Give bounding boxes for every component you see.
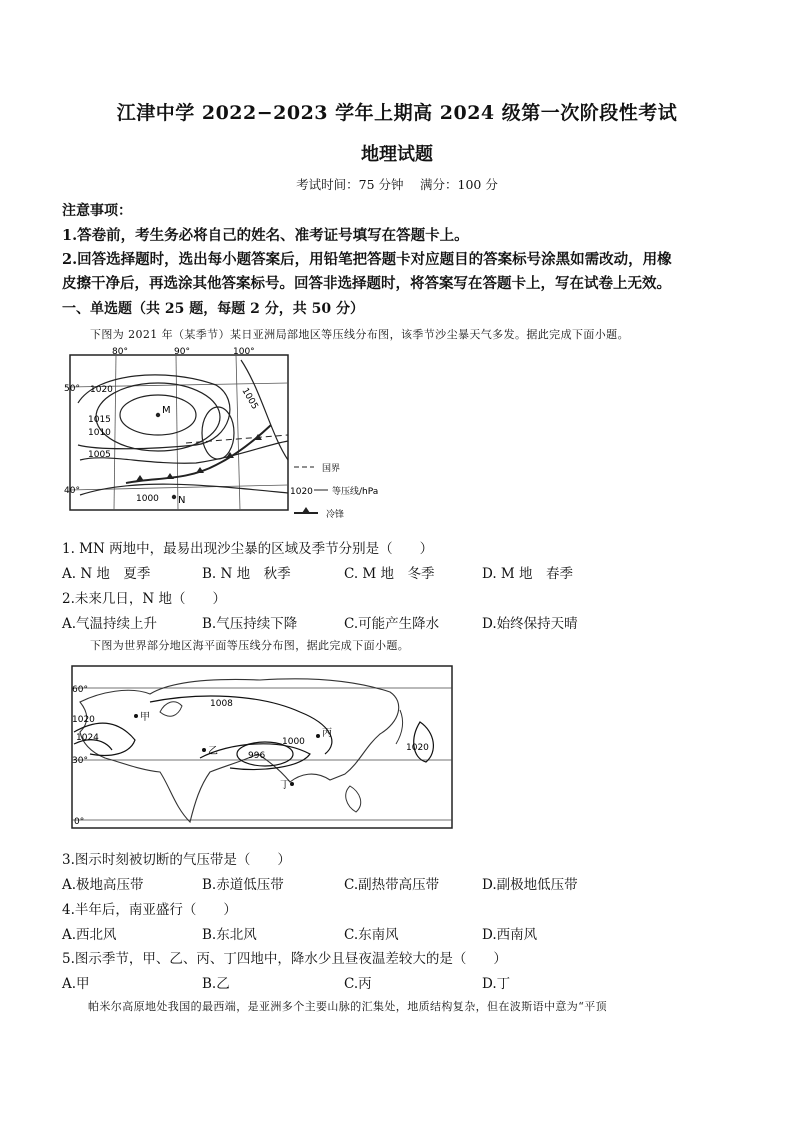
lon-label: 90° (174, 347, 190, 357)
legend-isobar-value: 1020 (290, 487, 313, 497)
question-2-stem: 2.未来几日，N 地（ ） (62, 591, 226, 607)
legend-front-label: 冷锋 (326, 510, 345, 520)
isobar-label: 1005 (88, 450, 111, 460)
isobar-label: 1020 (406, 743, 429, 753)
lat-label: 40° (64, 486, 80, 496)
isobar-label: 1020 (72, 715, 95, 725)
option-a[interactable]: A.极地高压带 (62, 877, 144, 893)
option-c[interactable]: C.副热带高压带 (344, 877, 440, 893)
question-4-stem: 4.半年后，南亚盛行（ ） (62, 902, 237, 918)
option-c[interactable]: C.丙 (344, 976, 372, 992)
lon-label: 80° (112, 347, 128, 357)
lat-label: 50° (64, 384, 80, 394)
isobar-label: 1000 (282, 737, 305, 747)
lat-label: 60° (72, 685, 88, 695)
option-d[interactable]: D.西南风 (482, 927, 538, 943)
legend-isobar-label: 等压线/hPa (332, 487, 379, 497)
notice-item-1: 1.答卷前，考生务必将自己的姓名、准考证号填写在答题卡上。 (62, 227, 469, 244)
option-b[interactable]: B.乙 (202, 976, 230, 992)
isobar-label: 1010 (88, 428, 111, 438)
isobar-label: 1024 (76, 733, 99, 743)
option-d[interactable]: D.副极地低压带 (482, 877, 578, 893)
question-3-stem: 3.图示时刻被切断的气压带是（ ） (62, 852, 291, 868)
option-a[interactable]: A.西北风 (62, 927, 117, 943)
isobar-label: 1000 (136, 494, 159, 504)
option-b[interactable]: B. N 地 秋季 (202, 566, 291, 582)
option-b[interactable]: B.赤道低压带 (202, 877, 284, 893)
point-n: N (178, 495, 186, 506)
exam-title: 江津中学 2022−2023 学年上期高 2024 级第一次阶段性考试 (116, 102, 678, 124)
question-5-stem: 5.图示季节，甲、乙、丙、丁四地中，降水少且昼夜温差较大的是（ ） (62, 951, 507, 967)
notice-item-2b: 皮擦干净后，再选涂其他答案标号。回答非选择题时，将答案写在答题卡上，写在试卷上无效。 (62, 275, 671, 292)
option-c[interactable]: C.东南风 (344, 927, 399, 943)
point-yi: 乙 (208, 746, 218, 757)
point-ding: 丁 (280, 780, 290, 791)
isobar-map-asia (66, 345, 396, 525)
option-b[interactable]: B.东北风 (202, 927, 257, 943)
lat-label: 0° (74, 817, 85, 827)
isobar-map-world (60, 662, 460, 838)
isobar-label: 1020 (90, 385, 113, 395)
intro-text-2: 下图为世界部分地区海平面等压线分布图，据此完成下面小题。 (90, 639, 410, 652)
notice-heading: 注意事项： (62, 203, 132, 219)
exam-meta: 考试时间：75 分钟 满分：100 分 (296, 177, 498, 192)
option-a[interactable]: A.甲 (62, 976, 90, 992)
lon-label: 100° (233, 347, 255, 357)
option-c[interactable]: C. M 地 冬季 (344, 566, 435, 582)
option-c[interactable]: C.可能产生降水 (344, 616, 440, 632)
isobar-label: 996 (248, 751, 266, 761)
option-d[interactable]: D.始终保持天晴 (482, 616, 578, 632)
notice-item-2a: 2.回答选择题时，选出每小题答案后，用铅笔把答题卡对应题目的答案标号涂黑如需改动，用橡 (62, 251, 672, 268)
option-d[interactable]: D.丁 (482, 976, 511, 992)
isobar-label: 1015 (88, 415, 111, 425)
isobar-label: 1005 (239, 386, 260, 412)
legend-border-label: 国界 (322, 464, 341, 474)
question-1-stem: 1. MN 两地中，最易出现沙尘暴的区域及季节分别是（ ） (62, 541, 434, 557)
point-m: M (162, 405, 171, 416)
option-d[interactable]: D. M 地 春季 (482, 566, 574, 582)
intro-text-1: 下图为 2021 年（某季节）某日亚洲局部地区等压线分布图，该季节沙尘暴天气多发。据此完成下面小题。 (90, 328, 629, 341)
point-jia: 甲 (140, 712, 150, 723)
option-a[interactable]: A. N 地 夏季 (62, 566, 151, 582)
subject-title: 地理试题 (361, 144, 433, 165)
isobar-label: 1008 (210, 699, 233, 709)
lat-label: 30° (72, 756, 88, 766)
option-b[interactable]: B.气压持续下降 (202, 616, 298, 632)
section-heading: 一、单选题（共 25 题，每题 2 分，共 50 分） (62, 301, 364, 317)
point-bing: 丙 (322, 728, 332, 739)
option-a[interactable]: A.气温持续上升 (62, 616, 158, 632)
intro-text-3: 帕米尔高原地处我国的最西端，是亚洲多个主要山脉的汇集处，地质结构复杂，但在波斯语中意为“平顶 (88, 1000, 608, 1013)
